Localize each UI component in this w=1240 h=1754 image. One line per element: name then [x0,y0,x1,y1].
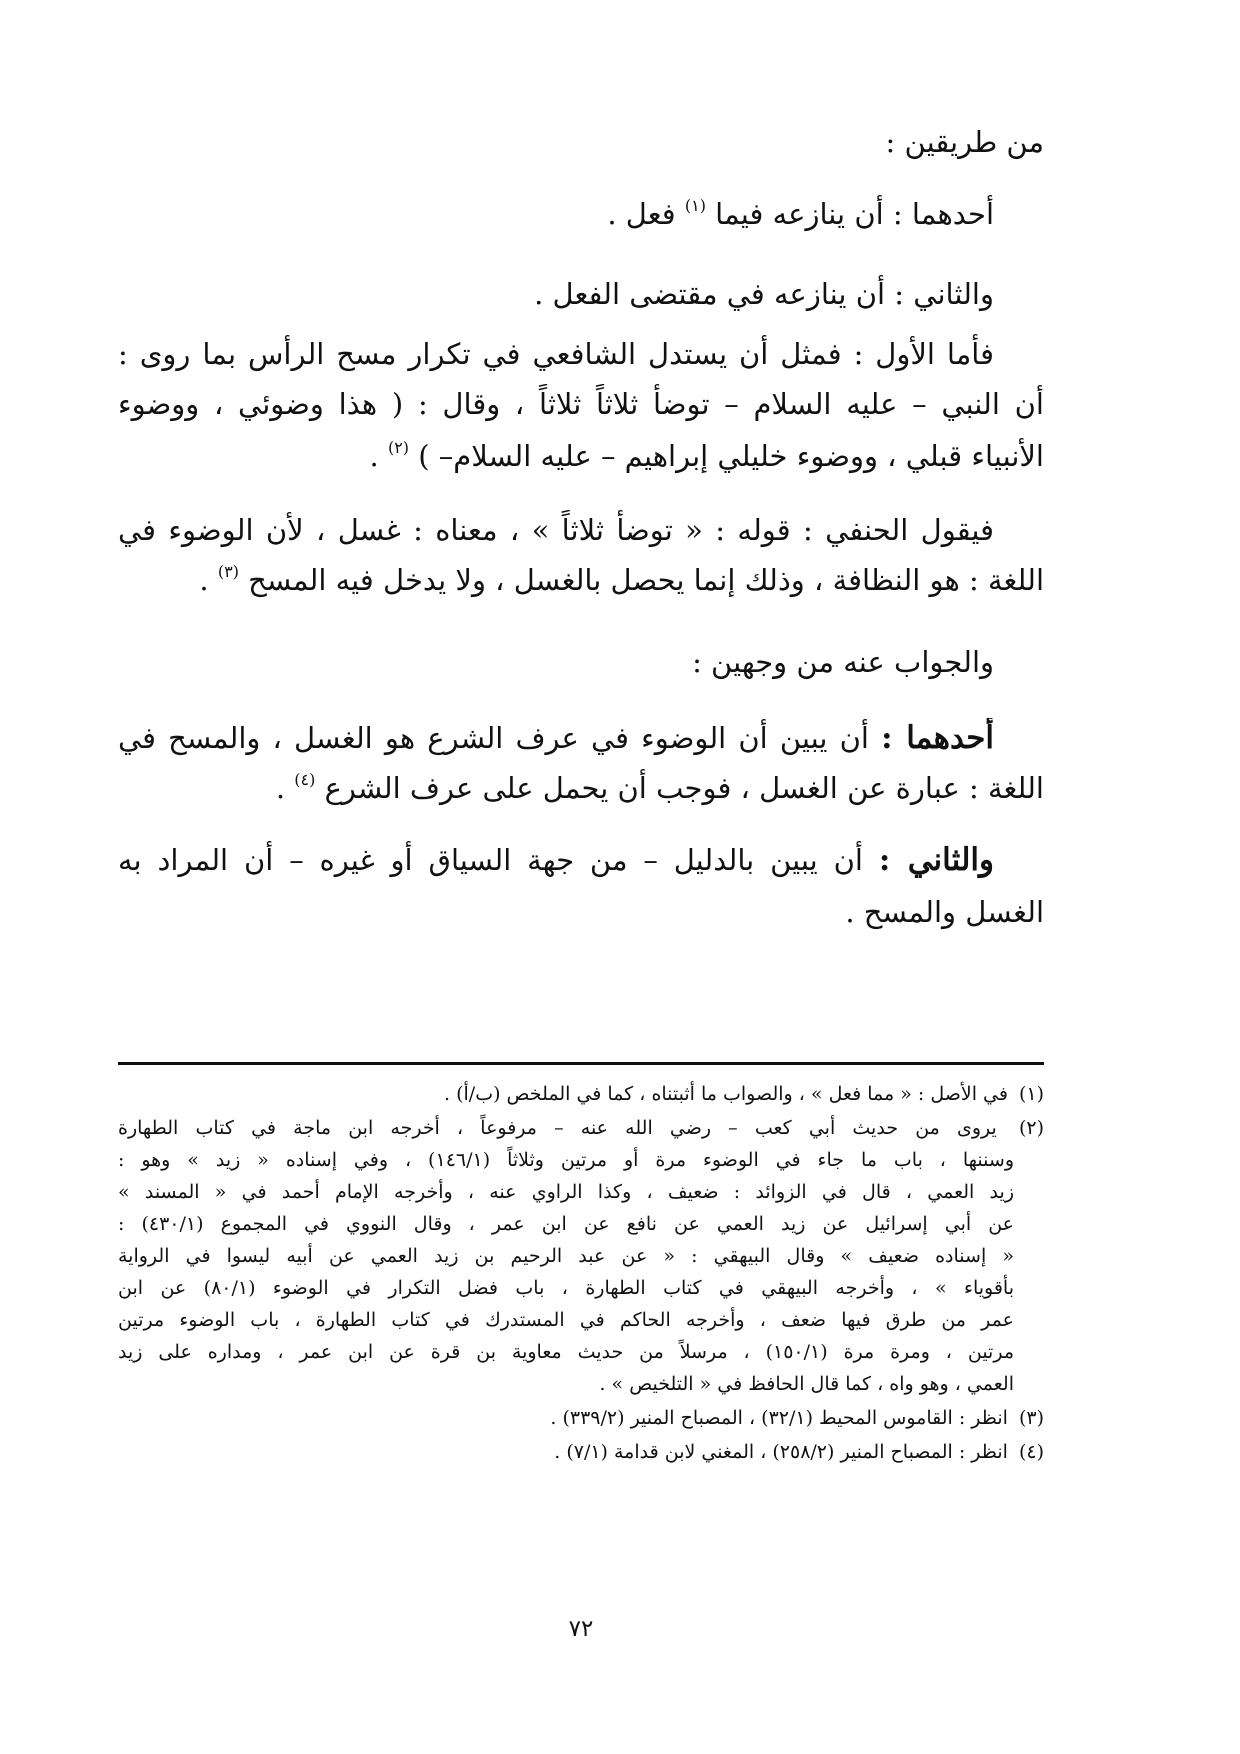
footnote-3: (٣) انظر : القاموس المحيط (٣٢/١) ، المصباح المنير (٣٣٩/٢) . [118,1404,1044,1433]
body-line-13: الغسل والمسح . [845,895,1044,929]
footnote-4: (٤) انظر : المصباح المنير (٢٥٨/٢) ، المغني لابن قدامة (٧/١) . [118,1438,1044,1467]
footnote-separator [118,1062,1044,1065]
body-line-6: الأنبياء قبلي ، ووضوء خليلي إبراهيم – عليه السلام– ) $^{(٢)}$ . [369,438,1044,473]
footnote-2-line-5: « إسناده ضعيف » وقال البيهقي : « عن عبد الرحيم بن زيد العمي عن أبيه ليسوا في الرواية [118,1245,1014,1267]
footnote-2-line-9: العمي ، وهو واه ، كما قال الحافظ في « التلخيص » . [599,1373,1014,1395]
footnote-2-line-3: زيد العمي ، قال في الزوائد : ضعيف ، وكذا الراوي عنه ، وأخرجه الإمام أحمد في « المسند » [118,1181,1014,1203]
body-line-3: والثاني : أن ينازعه في مقتضى الفعل . [534,277,994,311]
footnote-number: (٢) [1018,1117,1044,1139]
footnote-ref-2: (٢) [387,438,410,457]
body-line-7: فيقول الحنفي : قوله : « توضأ ثلاثاً » ، معناه : غسل ، لأن الوضوء في [118,513,994,547]
point-heading-first: أحدهما : [881,720,994,756]
body-line-1: من طريقين : [885,125,1044,159]
footnote-ref-1: (١) [684,196,706,215]
footnote-number: (١) [1018,1083,1044,1105]
footnote-2-line-2: وسننها ، باب ما جاء في الوضوء مرة أو مرتين وثلاثاً (١٤٦/١) ، وفي إسناده « زيد » وهو : [118,1149,1014,1171]
footnote-2-line-1: (٢) يروى من حديث أبي كعب – رضي الله عنه – مرفوعاً ، أخرجه ابن ماجة في كتاب الطهارة [118,1114,1044,1143]
footnote-number: (٤) [1018,1441,1044,1463]
body-line-9: والجواب عنه من وجهين : [692,645,994,679]
body-line-10: أحدهما : أن يبين أن الوضوء في عرف الشرع هو الغسل ، والمسح في [118,720,994,756]
body-line-8: اللغة : هو النظافة ، وذلك إنما يحصل بالغسل ، ولا يدخل فيه المسح $^{(٣)}$ . [199,562,1044,597]
footnote-ref-3: (٣) [217,562,239,581]
page-number: ٧٢ [568,1616,594,1642]
footnote-2-line-7: عمر من طرق فيها ضعف ، وأخرجه الحاكم في المستدرك في كتاب الطهارة ، باب الوضوء مرتين [118,1309,1014,1331]
body-line-12: والثاني : أن يبين بالدليل – من جهة السياق أو غيره – أن المراد به [118,842,994,878]
body-line-4: فأما الأول : فمثل أن يستدل الشافعي في تكرار مسح الرأس بما روى : [118,337,994,371]
footnote-2-line-6: بأقوياء » ، وأخرجه البيهقي في كتاب الطهارة ، باب فضل التكرار في الوضوء (٨٠/١) عن ابن [118,1277,1014,1299]
footnote-number: (٣) [1018,1407,1044,1429]
footnote-2-line-8: مرتين ، ومرة مرة (١٥٠/١) ، مرسلاً من حديث معاوية بن قرة عن ابن عمر ، ومداره على زيد [118,1341,1014,1363]
footnote-2-line-4: عن أبي إسرائيل عن زيد العمي عن نافع عن ابن عمر ، وقال النووي في المجموع (٤٣٠/١) : [118,1213,1014,1235]
footnote-ref-4: (٤) [294,770,316,789]
footnote-1: (١) في الأصل : « مما فعل » ، والصواب ما أثبتناه ، كما في الملخص (ب/أ) . [118,1080,1044,1109]
body-line-2: أحدهما : أن ينازعه فيما $^{(١)}$ فعل . [607,196,994,231]
point-heading-second: والثاني : [878,842,994,878]
body-line-5: أن النبي – عليه السلام – توضأ ثلاثاً ثلاثاً ، وقال : ( هذا وضوئي ، ووضوء [118,387,1044,421]
body-line-11: اللغة : عبارة عن الغسل ، فوجب أن يحمل على عرف الشرع $^{(٤)}$ . [275,770,1044,805]
